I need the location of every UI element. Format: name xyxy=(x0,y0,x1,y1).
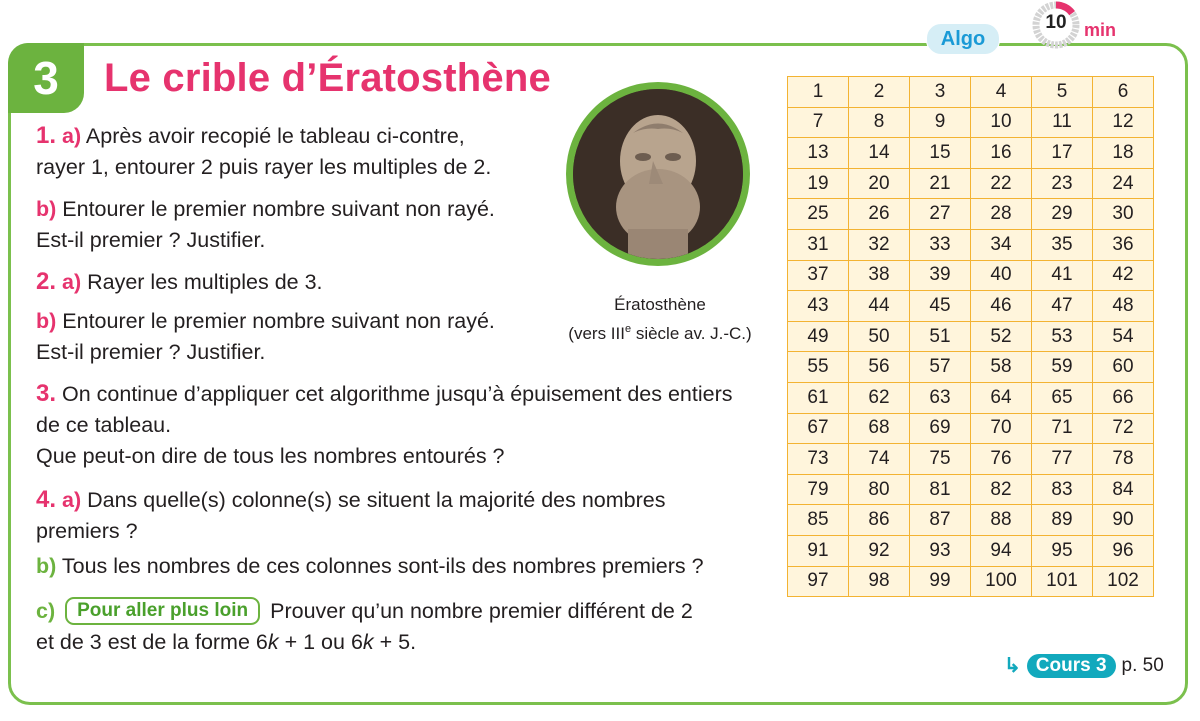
sieve-cell: 68 xyxy=(849,413,910,444)
q2-b-line2: Est-il premier ? Justifier. xyxy=(36,340,266,364)
q1-b xyxy=(36,194,495,256)
q4-b-line1: Tous les nombres de ces colonnes sont-ils des nombres premiers ? xyxy=(61,554,704,578)
sieve-row xyxy=(788,566,1154,597)
sieve-cell: 94 xyxy=(971,535,1032,566)
exercise-number-tab xyxy=(8,43,84,113)
sieve-cell: 11 xyxy=(1032,107,1093,138)
caption-name: Ératosthène xyxy=(614,295,706,314)
sieve-cell: 37 xyxy=(788,260,849,291)
sieve-cell: 3 xyxy=(910,77,971,108)
sieve-cell: 73 xyxy=(788,444,849,475)
q2-b xyxy=(36,306,495,368)
sieve-cell: 59 xyxy=(1032,352,1093,383)
q2-a-line1: Rayer les multiples de 3. xyxy=(87,270,323,294)
sieve-cell: 46 xyxy=(971,291,1032,322)
sieve-cell: 82 xyxy=(971,474,1032,505)
cours-reference[interactable] xyxy=(1004,653,1164,678)
q3-line1: On continue d’appliquer cet algorithme jusqu’à épuisement des entiers xyxy=(62,382,733,406)
q4-a-line1: Dans quelle(s) colonne(s) se situent la majorité des nombres xyxy=(87,488,666,512)
sieve-cell: 26 xyxy=(849,199,910,230)
sieve-cell: 16 xyxy=(971,138,1032,169)
sieve-row xyxy=(788,352,1154,383)
sieve-cell: 38 xyxy=(849,260,910,291)
q4-number: 4. xyxy=(36,486,57,513)
sieve-row xyxy=(788,321,1154,352)
eratosthenes-portrait xyxy=(566,82,750,266)
exercise-number: 3 xyxy=(33,52,59,104)
sieve-row xyxy=(788,77,1154,108)
sieve-cell: 56 xyxy=(849,352,910,383)
q2-b-label: b) xyxy=(36,309,57,333)
sieve-cell: 22 xyxy=(971,168,1032,199)
sieve-row xyxy=(788,229,1154,260)
sieve-cell: 13 xyxy=(788,138,849,169)
sieve-row xyxy=(788,138,1154,169)
sieve-row xyxy=(788,260,1154,291)
sieve-cell: 27 xyxy=(910,199,971,230)
sieve-cell: 53 xyxy=(1032,321,1093,352)
sieve-row xyxy=(788,535,1154,566)
sieve-cell: 71 xyxy=(1032,413,1093,444)
q1-a-line2: rayer 1, entourer 2 puis rayer les multiples de 2. xyxy=(36,155,492,179)
sieve-cell: 29 xyxy=(1032,199,1093,230)
sieve-row xyxy=(788,168,1154,199)
sieve-cell: 61 xyxy=(788,382,849,413)
sieve-cell: 36 xyxy=(1093,229,1154,260)
sieve-cell: 12 xyxy=(1093,107,1154,138)
sieve-cell: 72 xyxy=(1093,413,1154,444)
sieve-cell: 100 xyxy=(971,566,1032,597)
sieve-cell: 80 xyxy=(849,474,910,505)
cours-link[interactable]: Cours 3 xyxy=(1027,654,1116,678)
sieve-cell: 57 xyxy=(910,352,971,383)
sieve-cell: 44 xyxy=(849,291,910,322)
sieve-cell: 8 xyxy=(849,107,910,138)
sieve-cell: 96 xyxy=(1093,535,1154,566)
sieve-cell: 48 xyxy=(1093,291,1154,322)
sieve-cell: 28 xyxy=(971,199,1032,230)
sieve-cell: 101 xyxy=(1032,566,1093,597)
q3-number: 3. xyxy=(36,380,57,407)
q4-a-line2: premiers ? xyxy=(36,519,138,543)
sieve-cell: 102 xyxy=(1093,566,1154,597)
q2-a-label: a) xyxy=(62,270,82,294)
caption-date-b: siècle av. J.-C.) xyxy=(631,324,752,343)
sieve-cell: 10 xyxy=(971,107,1032,138)
q2-number: 2. xyxy=(36,268,57,295)
sieve-cell: 76 xyxy=(971,444,1032,475)
sieve-cell: 75 xyxy=(910,444,971,475)
sieve-cell: 77 xyxy=(1032,444,1093,475)
q1-b-line2: Est-il premier ? Justifier. xyxy=(36,228,266,252)
sieve-cell: 51 xyxy=(910,321,971,352)
sieve-cell: 79 xyxy=(788,474,849,505)
sieve-row xyxy=(788,382,1154,413)
sieve-cell: 54 xyxy=(1093,321,1154,352)
q4-c-k2: k xyxy=(362,630,374,654)
sieve-cell: 90 xyxy=(1093,505,1154,536)
sieve-cell: 88 xyxy=(971,505,1032,536)
q1-b-label: b) xyxy=(36,197,57,221)
sieve-cell: 4 xyxy=(971,77,1032,108)
sieve-cell: 34 xyxy=(971,229,1032,260)
sieve-cell: 97 xyxy=(788,566,849,597)
sieve-cell: 64 xyxy=(971,382,1032,413)
q4-c-line2b: + 1 ou 6 xyxy=(278,630,363,654)
sieve-cell: 93 xyxy=(910,535,971,566)
sieve-row xyxy=(788,505,1154,536)
sieve-cell: 60 xyxy=(1093,352,1154,383)
sieve-cell: 99 xyxy=(910,566,971,597)
sieve-row xyxy=(788,474,1154,505)
sieve-row xyxy=(788,107,1154,138)
sieve-cell: 9 xyxy=(910,107,971,138)
sieve-cell: 23 xyxy=(1032,168,1093,199)
q2-b-line1: Entourer le premier nombre suivant non rayé. xyxy=(62,309,495,333)
q3-line3: Que peut-on dire de tous les nombres entourés ? xyxy=(36,444,505,468)
sieve-cell: 5 xyxy=(1032,77,1093,108)
portrait-caption xyxy=(560,293,760,346)
sieve-row xyxy=(788,413,1154,444)
sieve-cell: 30 xyxy=(1093,199,1154,230)
sieve-cell: 91 xyxy=(788,535,849,566)
sieve-cell: 33 xyxy=(910,229,971,260)
sieve-cell: 6 xyxy=(1093,77,1154,108)
sieve-cell: 63 xyxy=(910,382,971,413)
sieve-cell: 98 xyxy=(849,566,910,597)
q4-c xyxy=(36,596,693,658)
arrow-icon: ↳ xyxy=(1004,655,1021,677)
sieve-cell: 52 xyxy=(971,321,1032,352)
sieve-cell: 62 xyxy=(849,382,910,413)
sieve-cell: 19 xyxy=(788,168,849,199)
sieve-cell: 40 xyxy=(971,260,1032,291)
sieve-cell: 78 xyxy=(1093,444,1154,475)
sieve-cell: 89 xyxy=(1032,505,1093,536)
sieve-cell: 70 xyxy=(971,413,1032,444)
sieve-row xyxy=(788,291,1154,322)
sieve-cell: 85 xyxy=(788,505,849,536)
q4-a xyxy=(36,484,666,547)
sieve-cell: 39 xyxy=(910,260,971,291)
q4-b xyxy=(36,551,704,582)
sieve-cell: 49 xyxy=(788,321,849,352)
timer-unit: min xyxy=(1084,20,1117,40)
sieve-cell: 67 xyxy=(788,413,849,444)
q1-a-label: a) xyxy=(62,124,82,148)
sieve-row xyxy=(788,199,1154,230)
exercise-title: Le crible d’Ératosthène xyxy=(104,56,551,100)
q4-b-label: b) xyxy=(36,554,57,578)
sieve-cell: 18 xyxy=(1093,138,1154,169)
sieve-cell: 2 xyxy=(849,77,910,108)
sieve-cell: 1 xyxy=(788,77,849,108)
sieve-cell: 66 xyxy=(1093,382,1154,413)
q2-a xyxy=(36,266,323,298)
sieve-cell: 41 xyxy=(1032,260,1093,291)
q1-number: 1. xyxy=(36,122,57,149)
sieve-cell: 86 xyxy=(849,505,910,536)
bust-image xyxy=(573,89,743,259)
q1-a-line1: Après avoir recopié le tableau ci-contre, xyxy=(85,124,465,148)
q4-c-line2a: et de 3 est de la forme 6 xyxy=(36,630,268,654)
sieve-cell: 7 xyxy=(788,107,849,138)
sieve-cell: 81 xyxy=(910,474,971,505)
sieve-cell: 20 xyxy=(849,168,910,199)
sieve-cell: 84 xyxy=(1093,474,1154,505)
sieve-cell: 58 xyxy=(971,352,1032,383)
q3-line2: de ce tableau. xyxy=(36,413,172,437)
sieve-table xyxy=(787,76,1154,597)
sieve-cell: 17 xyxy=(1032,138,1093,169)
sieve-cell: 42 xyxy=(1093,260,1154,291)
sieve-cell: 14 xyxy=(849,138,910,169)
q3 xyxy=(36,378,733,472)
sieve-cell: 83 xyxy=(1032,474,1093,505)
pour-aller-plus-loin-badge: Pour aller plus loin xyxy=(65,597,260,625)
sieve-cell: 24 xyxy=(1093,168,1154,199)
sieve-cell: 95 xyxy=(1032,535,1093,566)
sieve-cell: 47 xyxy=(1032,291,1093,322)
sieve-cell: 15 xyxy=(910,138,971,169)
sieve-cell: 69 xyxy=(910,413,971,444)
sieve-cell: 92 xyxy=(849,535,910,566)
cours-page: p. 50 xyxy=(1121,654,1164,676)
caption-sup: e xyxy=(624,323,632,335)
bust-icon xyxy=(573,89,743,259)
q1-a xyxy=(36,120,491,183)
sieve-cell: 21 xyxy=(910,168,971,199)
q1-b-line1: Entourer le premier nombre suivant non rayé. xyxy=(62,197,495,221)
sieve-cell: 50 xyxy=(849,321,910,352)
caption-date-a: (vers III xyxy=(568,324,625,343)
timer-value: 10 xyxy=(1045,12,1067,33)
sieve-cell: 87 xyxy=(910,505,971,536)
algo-badge: Algo xyxy=(926,23,1000,55)
caption-date xyxy=(560,317,760,346)
q4-c-line1: Prouver qu’un nombre premier différent de 2 xyxy=(270,599,693,623)
sieve-cell: 74 xyxy=(849,444,910,475)
sieve-cell: 31 xyxy=(788,229,849,260)
sieve-cell: 35 xyxy=(1032,229,1093,260)
sieve-cell: 55 xyxy=(788,352,849,383)
q4-a-label: a) xyxy=(62,488,82,512)
sieve-cell: 43 xyxy=(788,291,849,322)
sieve-cell: 32 xyxy=(849,229,910,260)
q4-c-line2c: + 5. xyxy=(373,630,417,654)
sieve-row xyxy=(788,444,1154,475)
sieve-cell: 45 xyxy=(910,291,971,322)
q4-c-k1: k xyxy=(267,630,279,654)
sieve-cell: 65 xyxy=(1032,382,1093,413)
sieve-cell: 25 xyxy=(788,199,849,230)
q4-c-label: c) xyxy=(36,599,56,623)
